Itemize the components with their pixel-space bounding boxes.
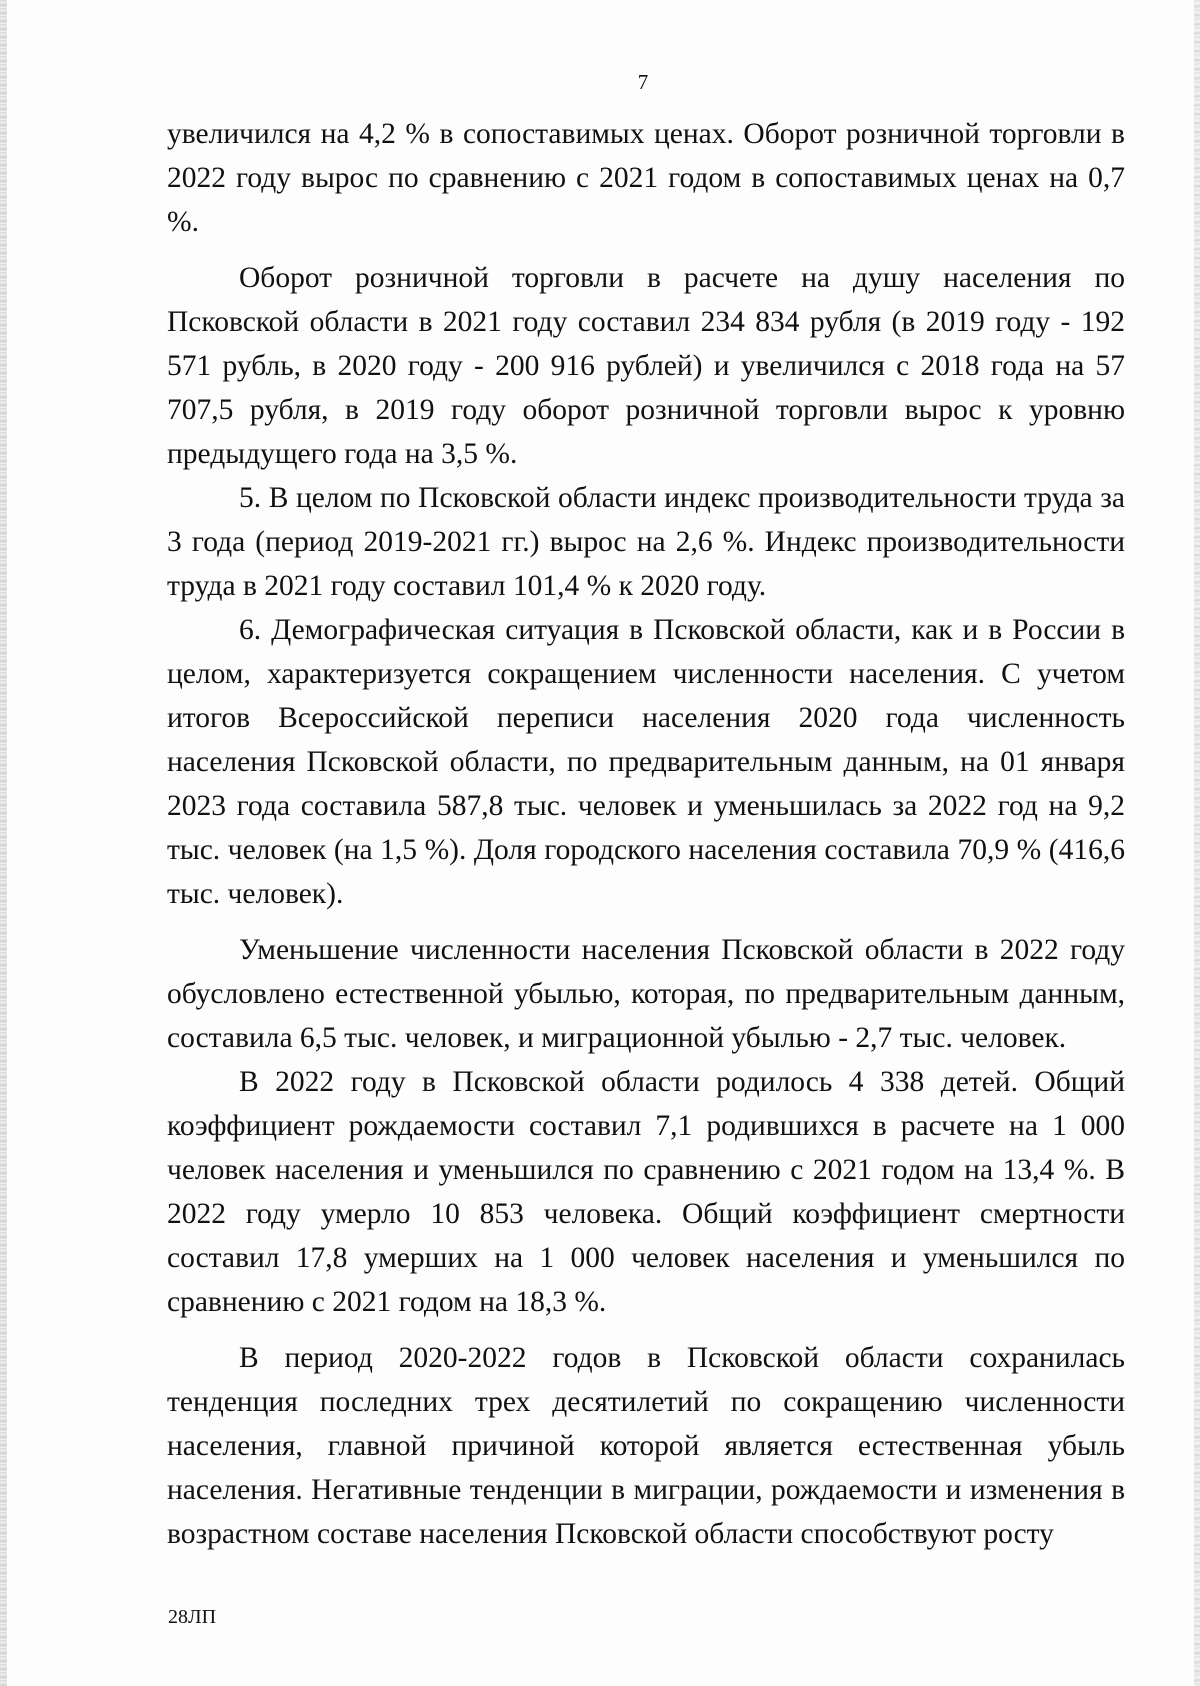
paragraph-trend: В период 2020-2022 годов в Псковской области сохранилась тенденция последних трех десятилетий по сокращению численности населения, главной причиной которой является естественная убыль населения. Негативные тенденции в миграции, рождаемости и изменения в возрастном составе населения Псковской области способствуют росту [167,1342,1125,1550]
scan-edge-right [1194,0,1200,1686]
scan-edge-left [0,0,7,1686]
paragraph-retail-per-capita: Оборот розничной торговли в расчете на душу населения по Псковской области в 2021 году составил 234 834 рубля (в 2019 году - 192 571 рубль, в 2020 году - 200 916 рублей) и увеличился с 2018 года на 57 707,5 рубля, в 2019 году оборот розничной торговли вырос к уровню предыдущего года на 3,5 %. [167,262,1125,470]
page-number: 7 [637,70,649,94]
paragraph-birth-death-rates: В 2022 году в Псковской области родилось 4 338 детей. Общий коэффициент рождаемости составил 7,1 родившихся в расчете на 1 000 человек населения и уменьшился по сравнению с 2021 годом на 13,4 %. В 2022 году умерло 10 853 человека. Общий коэффициент смертности составил 17,8 умерших на 1 000 человек населения и уменьшился по сравнению с 2021 годом на 18,3 %. [167,1066,1125,1318]
paragraph-continuation: увеличился на 4,2 % в сопоставимых ценах. Оборот розничной торговли в 2022 году вырос по сравнению с 2021 годом в сопоставимых ценах на 0,7 %. [167,118,1125,238]
footer-code: 28ЛП [168,1606,217,1628]
body-text [167,112,1125,1556]
paragraph-population-decline: Уменьшение численности населения Псковской области в 2022 году обусловлено естественной убылью, которая, по предварительным данным, составила 6,5 тыс. человек, и миграционной убылью - 2,7 тыс. человек. [167,934,1125,1054]
paragraph-labor-productivity: 5. В целом по Псковской области индекс производительности труда за 3 года (период 2019-2021 гг.) вырос на 2,6 %. Индекс производительности труда в 2021 году составил 101,4 % к 2020 году. [167,482,1125,602]
paragraph-demographics: 6. Демографическая ситуация в Псковской области, как и в России в целом, характеризуется сокращением численности населения. С учетом итогов Всероссийской переписи населения 2020 года численность населения Псковской области, по предварительным данным, на 01 января 2023 года составила 587,8 тыс. человек и уменьшилась за 2022 год на 9,2 тыс. человек (на 1,5 %). Доля городского населения составила 70,9 % (416,6 тыс. человек). [167,614,1125,910]
